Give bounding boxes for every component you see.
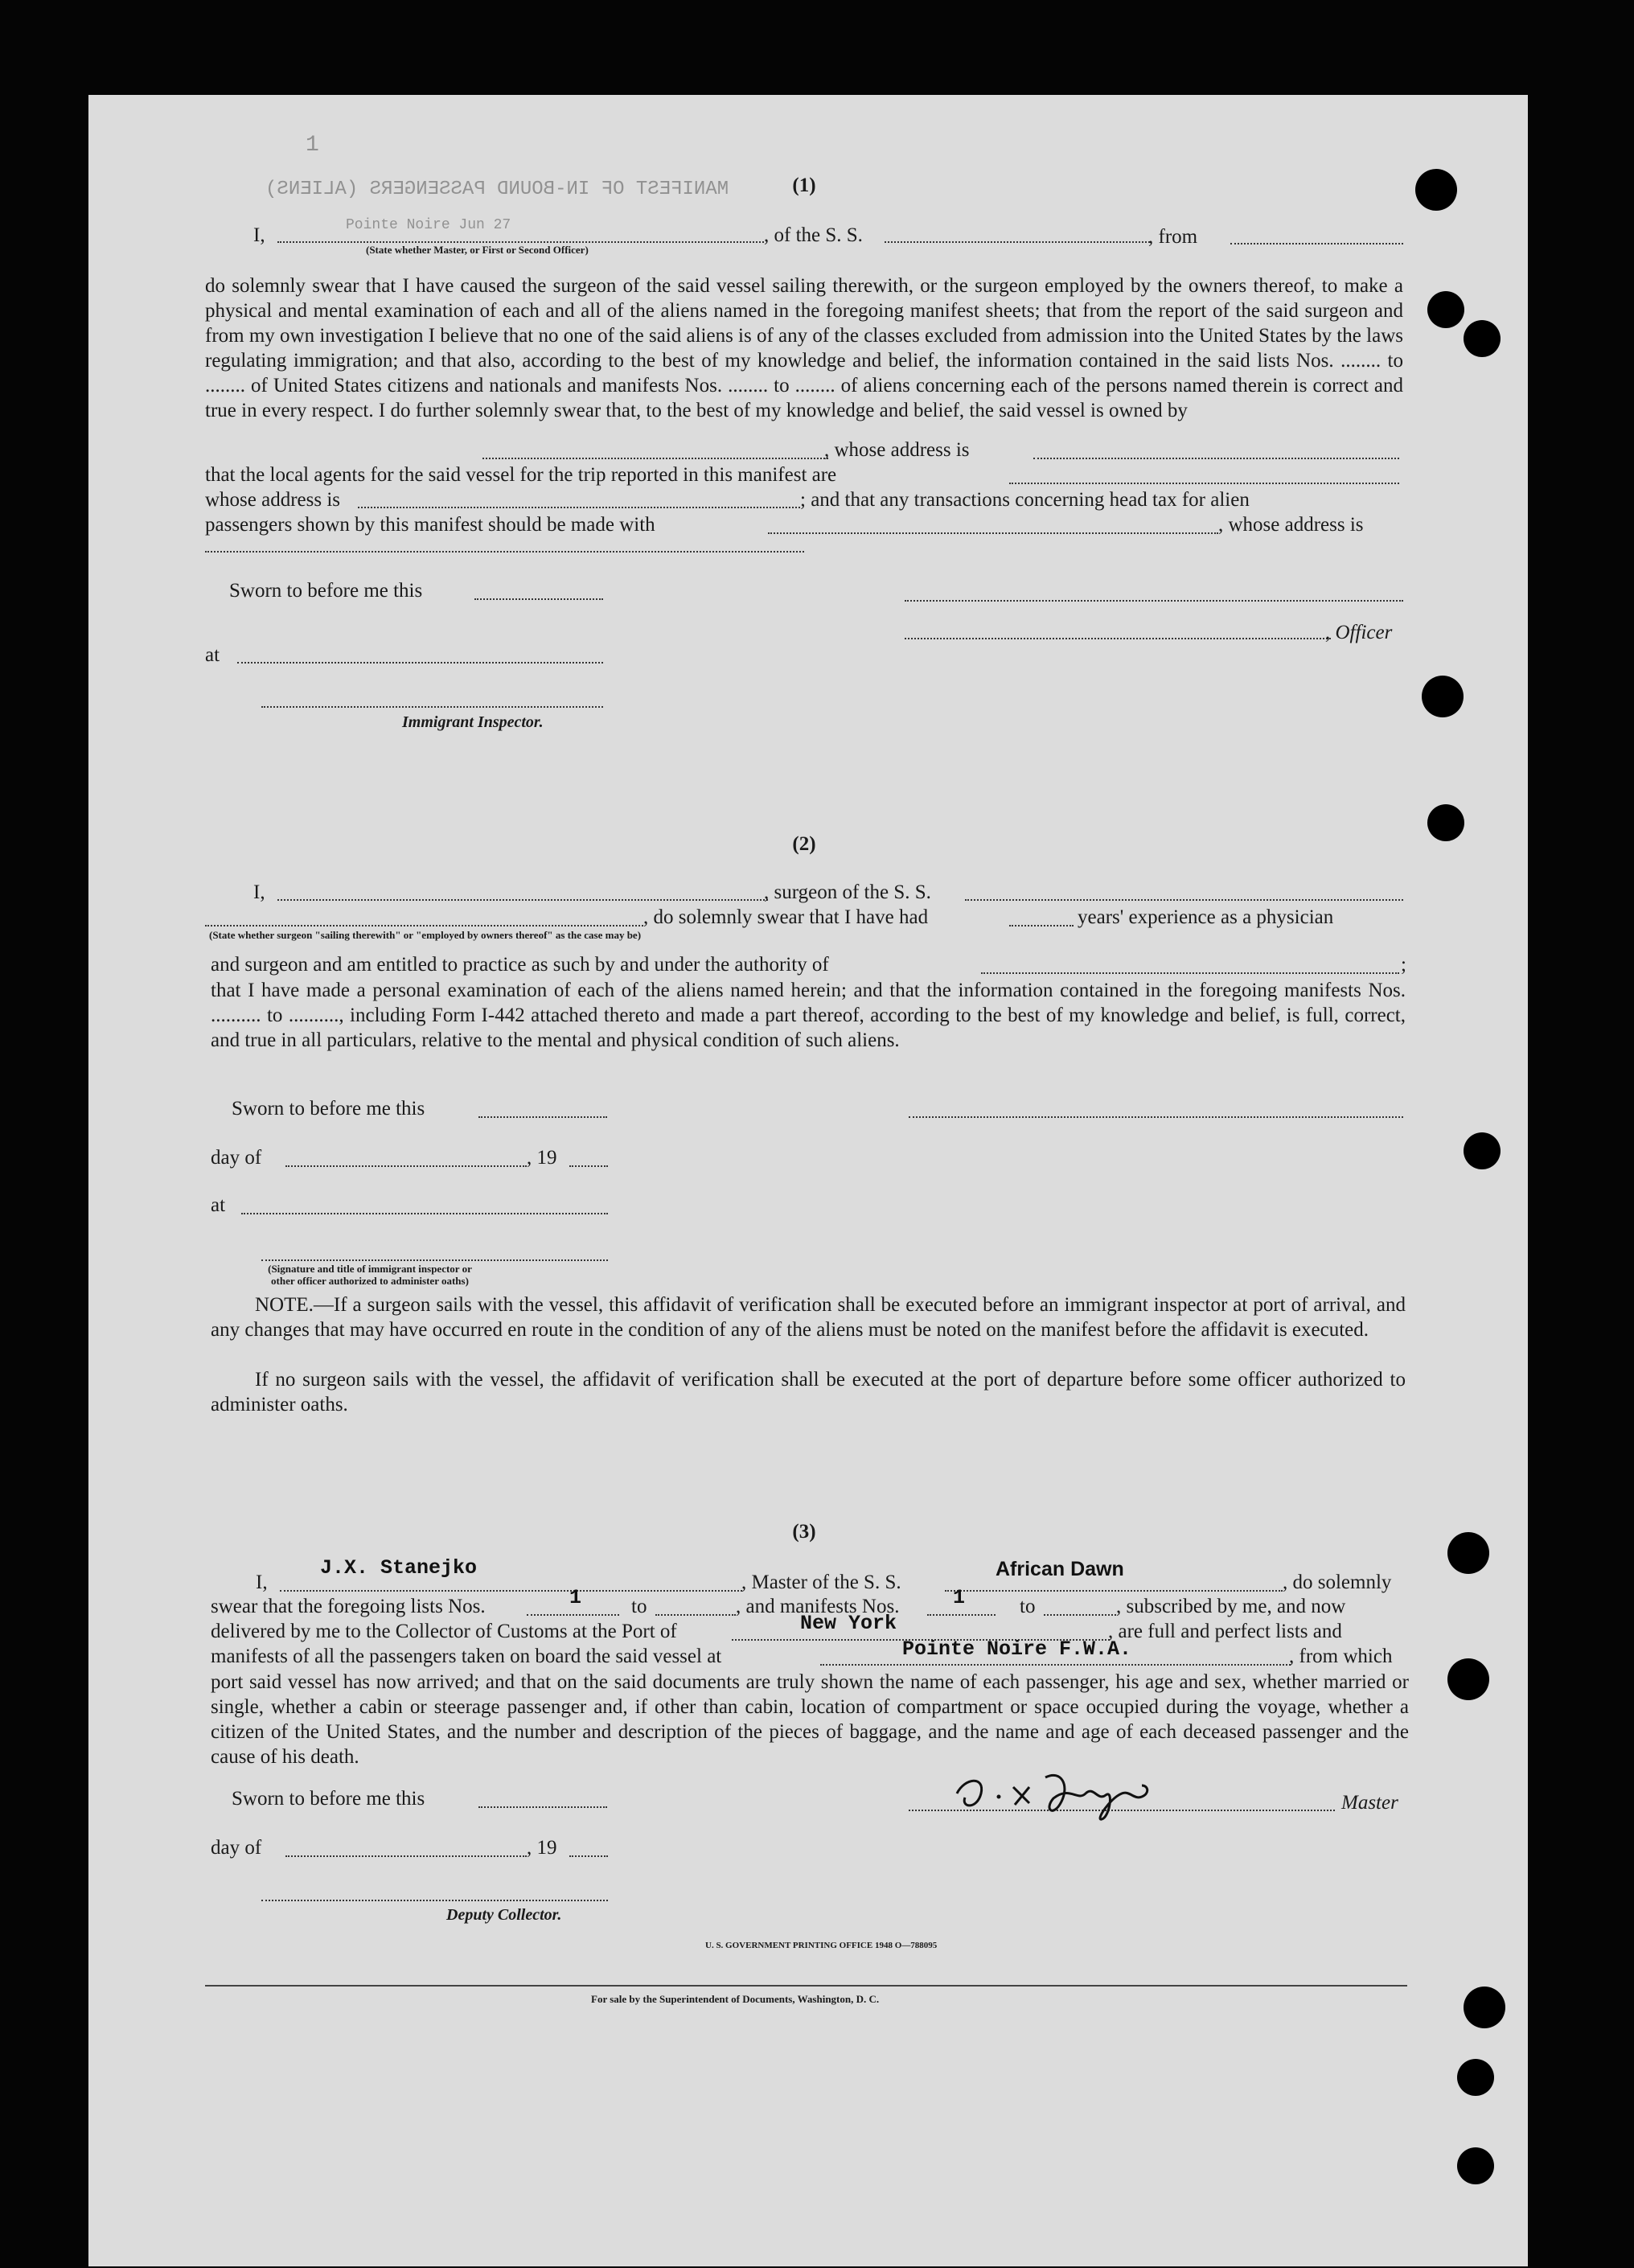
s3-ship-line <box>945 1590 1283 1592</box>
s1-local-agents-label: that the local agents for the said vessel for the trip reported in this manifest are <box>205 464 837 486</box>
s1-head-tax-label: ; and that any transactions concerning head tax for alien <box>800 489 1250 511</box>
master-signature <box>949 1761 1166 1826</box>
s3-sworn-label: Sworn to before me this <box>232 1788 425 1810</box>
section-3-number: (3) <box>792 1521 816 1543</box>
s1-from-field[interactable] <box>1230 243 1403 244</box>
s1-state-whether-caption: (State whether Master, or First or Second Officer) <box>366 244 589 256</box>
s3-lists-line <box>527 1614 619 1616</box>
s2-note-label: NOTE. <box>255 1294 314 1316</box>
punch-hole <box>1422 676 1464 717</box>
punch-hole <box>1447 1658 1489 1700</box>
s3-ship-name-value: African Dawn <box>996 1558 1124 1580</box>
footer-rule <box>205 1985 1407 1987</box>
s1-owner-address-field[interactable] <box>1033 458 1399 459</box>
s2-note-text: —If a surgeon sails with the vessel, this affidavit of verification shall be executed before an immigrant inspector at port of arrival, and any changes that may have occurred en route in the condition of any of the aliens must be noted on the manifest before the affidavit is executed. <box>211 1294 1406 1341</box>
s3-deputy-signature-line <box>261 1900 608 1901</box>
s2-years-field[interactable] <box>1009 925 1074 927</box>
s1-officer-field[interactable] <box>277 241 764 243</box>
s2-surgeon-of-label: , surgeon of the S. S. <box>764 881 931 903</box>
s2-year-label: , 19 <box>527 1147 557 1169</box>
s1-handwritten-note: Pointe Noire Jun 27 <box>346 217 511 233</box>
s2-at-label: at <box>211 1194 226 1216</box>
s3-manifests-to-field[interactable] <box>1044 1614 1116 1616</box>
s3-manifests-label: , and manifests Nos. <box>736 1596 900 1617</box>
s3-sworn-date-field[interactable] <box>478 1806 607 1808</box>
s3-port-value: New York <box>800 1612 897 1635</box>
s3-day-of-label: day of <box>211 1837 262 1859</box>
s2-signature-line <box>261 1259 608 1261</box>
s3-body-rest: port said vessel has now arrived; and that on the said documents are truly shown the name of each passenger, his age and sex, whether married or single, whether a cabin or steerage passenger and, if other than cabin, location of compartment or space occupied during the voyage, whether a citizen of the United States, and the number and description of the pieces of baggage, and the name and age of each deceased passenger and the cause of his death. <box>211 1671 1409 1768</box>
s2-note <box>211 1292 1406 1342</box>
s3-departure-value: Pointe Noire F.W.A. <box>902 1637 1132 1661</box>
s2-at-field[interactable] <box>241 1213 608 1214</box>
s2-body-line1-end: ; <box>1401 954 1406 976</box>
punch-hole <box>1447 1532 1489 1574</box>
s3-manifests-all-label: manifests of all the passengers taken on board the said vessel at <box>211 1646 722 1667</box>
s1-sworn-label: Sworn to before me this <box>229 580 423 602</box>
s1-ship-field[interactable] <box>885 241 1150 243</box>
s2-state-whether-caption: (State whether surgeon "sailing therewith" or "employed by owners thereof" as the case may be) <box>209 929 642 941</box>
printing-office-imprint: U. S. GOVERNMENT PRINTING OFFICE 1948 O—788095 <box>705 1941 938 1950</box>
s1-agents-address-field[interactable] <box>358 507 800 508</box>
s3-to-1-label: to <box>631 1596 647 1617</box>
s1-officer-line <box>905 638 1331 639</box>
s1-whose-address-is-label: whose address is <box>205 489 341 511</box>
s2-solemnly-label: , do solemnly swear that I have had <box>643 906 929 928</box>
punch-hole <box>1427 804 1464 841</box>
s3-year-field[interactable] <box>569 1855 608 1857</box>
s2-day-of-label: day of <box>211 1147 262 1169</box>
s3-from-which-label: , from which <box>1289 1646 1393 1667</box>
bleed-through-header: MANIFEST OF IN-BOUND PASSENGERS (ALIENS) <box>265 179 729 200</box>
s2-day-field[interactable] <box>285 1165 527 1167</box>
s2-year-field[interactable] <box>569 1165 608 1167</box>
s2-surgeon-name-field[interactable] <box>277 899 768 901</box>
s1-officer-signature-field[interactable] <box>905 600 1403 602</box>
s3-departure-line <box>820 1664 1291 1666</box>
s3-i-label: I, <box>256 1572 268 1593</box>
s3-to-2-label: to <box>1020 1596 1036 1617</box>
s3-master-label: Master <box>1341 1792 1398 1814</box>
s1-whose-address-end-label: , whose address is <box>1218 514 1364 536</box>
s1-immigrant-inspector-label: Immigrant Inspector. <box>402 713 544 731</box>
s2-sworn-label: Sworn to before me this <box>232 1098 425 1120</box>
s1-oath-body: do solemnly swear that I have caused the surgeon of the said vessel sailing therewith, or the surgeon employed by the owners thereof, to make a physical and mental examination of each and all of the aliens named in the foregoing manifest sheets; that from the report of the said surgeon and from my own investigation I believe that no one of the said aliens is of any of the classes excluded from admission into the United States by the laws regulating immigration; and that also, according to the best of my knowledge and belief, the information contained in the said lists Nos. ........ to ........ of United States citizens and nationals and manifests Nos. ........ to ........ of aliens concerning each of the persons named therein is correct and true in every respect. I do further solemnly swear that, to the best of my knowledge and belief, the said vessel is owned by <box>205 275 1403 421</box>
s1-passengers-shown-label: passengers shown by this manifest should be made with <box>205 514 655 536</box>
punch-hole <box>1464 320 1501 357</box>
punch-hole <box>1415 169 1457 211</box>
s3-delivered-label: delivered by me to the Collector of Customs at the Port of <box>211 1621 677 1642</box>
s3-manifests-no-value: 1 <box>953 1586 966 1609</box>
s1-sworn-date-field[interactable] <box>474 598 603 600</box>
s3-subscribed-label: , subscribed by me, and now <box>1116 1596 1346 1617</box>
punch-hole <box>1464 1132 1501 1169</box>
s2-body-line1: and surgeon and am entitled to practice as such by and under the authority of <box>211 954 829 976</box>
s2-signature-caption: (Signature and title of immigrant inspector or other officer authorized to administer oaths) <box>268 1263 472 1287</box>
s3-swear-label: swear that the foregoing lists Nos. <box>211 1596 486 1617</box>
s2-ship-field[interactable] <box>965 899 1403 901</box>
section-1-number: (1) <box>792 175 816 196</box>
s3-manifests-line <box>927 1614 996 1616</box>
s3-year-label: , 19 <box>527 1837 557 1859</box>
s1-from-label: , from <box>1148 226 1198 248</box>
s1-head-tax-address-field[interactable] <box>205 551 804 553</box>
s2-i-label: I, <box>253 881 265 903</box>
s2-sworn-date-field[interactable] <box>478 1116 607 1118</box>
s3-day-field[interactable] <box>285 1855 527 1857</box>
s3-do-solemnly-label: , do solemnly <box>1283 1572 1392 1593</box>
section-2-number: (2) <box>792 833 816 855</box>
s3-full-lists-label: , are full and perfect lists and <box>1108 1621 1342 1642</box>
s3-master-name-line <box>280 1590 742 1592</box>
for-sale-imprint: For sale by the Superintendent of Documents, Washington, D. C. <box>591 1993 880 2005</box>
s1-owner-field[interactable] <box>482 458 828 459</box>
s2-authority-field[interactable] <box>981 972 1399 974</box>
s2-surgeon-signature-field[interactable] <box>909 1116 1403 1118</box>
s1-whose-address-label: , whose address is <box>824 439 970 461</box>
s2-body-rest: that I have made a personal examination of each of the aliens named herein; and that the information contained in the foregoing manifests Nos. .......... to .........., including Form I-442 attached thereto and made a part thereof, according to the best of my knowledge and belief, is full, correct, and true in all particulars, relative to the mental and physical condition of such aliens. <box>211 980 1406 1051</box>
s1-officer-label: , Officer <box>1325 622 1393 643</box>
s3-lists-to-field[interactable] <box>655 1614 736 1616</box>
s1-inspector-signature-line <box>261 706 603 708</box>
s2-surgeon-type-field[interactable] <box>205 925 643 927</box>
s2-years-label: years' experience as a physician <box>1078 906 1334 928</box>
s1-head-tax-party-field[interactable] <box>768 532 1218 534</box>
punch-hole <box>1457 2147 1494 2184</box>
s3-master-of-label: , Master of the S. S. <box>741 1572 901 1593</box>
page-mark: 1 <box>306 133 319 158</box>
s1-at-field[interactable] <box>237 662 603 664</box>
s3-deputy-collector-label: Deputy Collector. <box>446 1906 562 1924</box>
s1-i-label: I, <box>253 224 265 246</box>
punch-hole <box>1457 2059 1494 2096</box>
s1-local-agents-field[interactable] <box>1009 483 1399 484</box>
punch-hole <box>1427 291 1464 328</box>
s3-master-name-value: J.X. Stanejko <box>320 1556 478 1580</box>
s1-of-ss-label: , of the S. S. <box>764 224 863 246</box>
s2-note-2: If no surgeon sails with the vessel, the affidavit of verification shall be executed at the port of departure before some officer authorized to administer oaths. <box>211 1369 1406 1415</box>
s3-lists-no-value: 1 <box>569 1586 582 1609</box>
s1-at-label: at <box>205 644 220 666</box>
punch-hole <box>1464 1987 1505 2028</box>
